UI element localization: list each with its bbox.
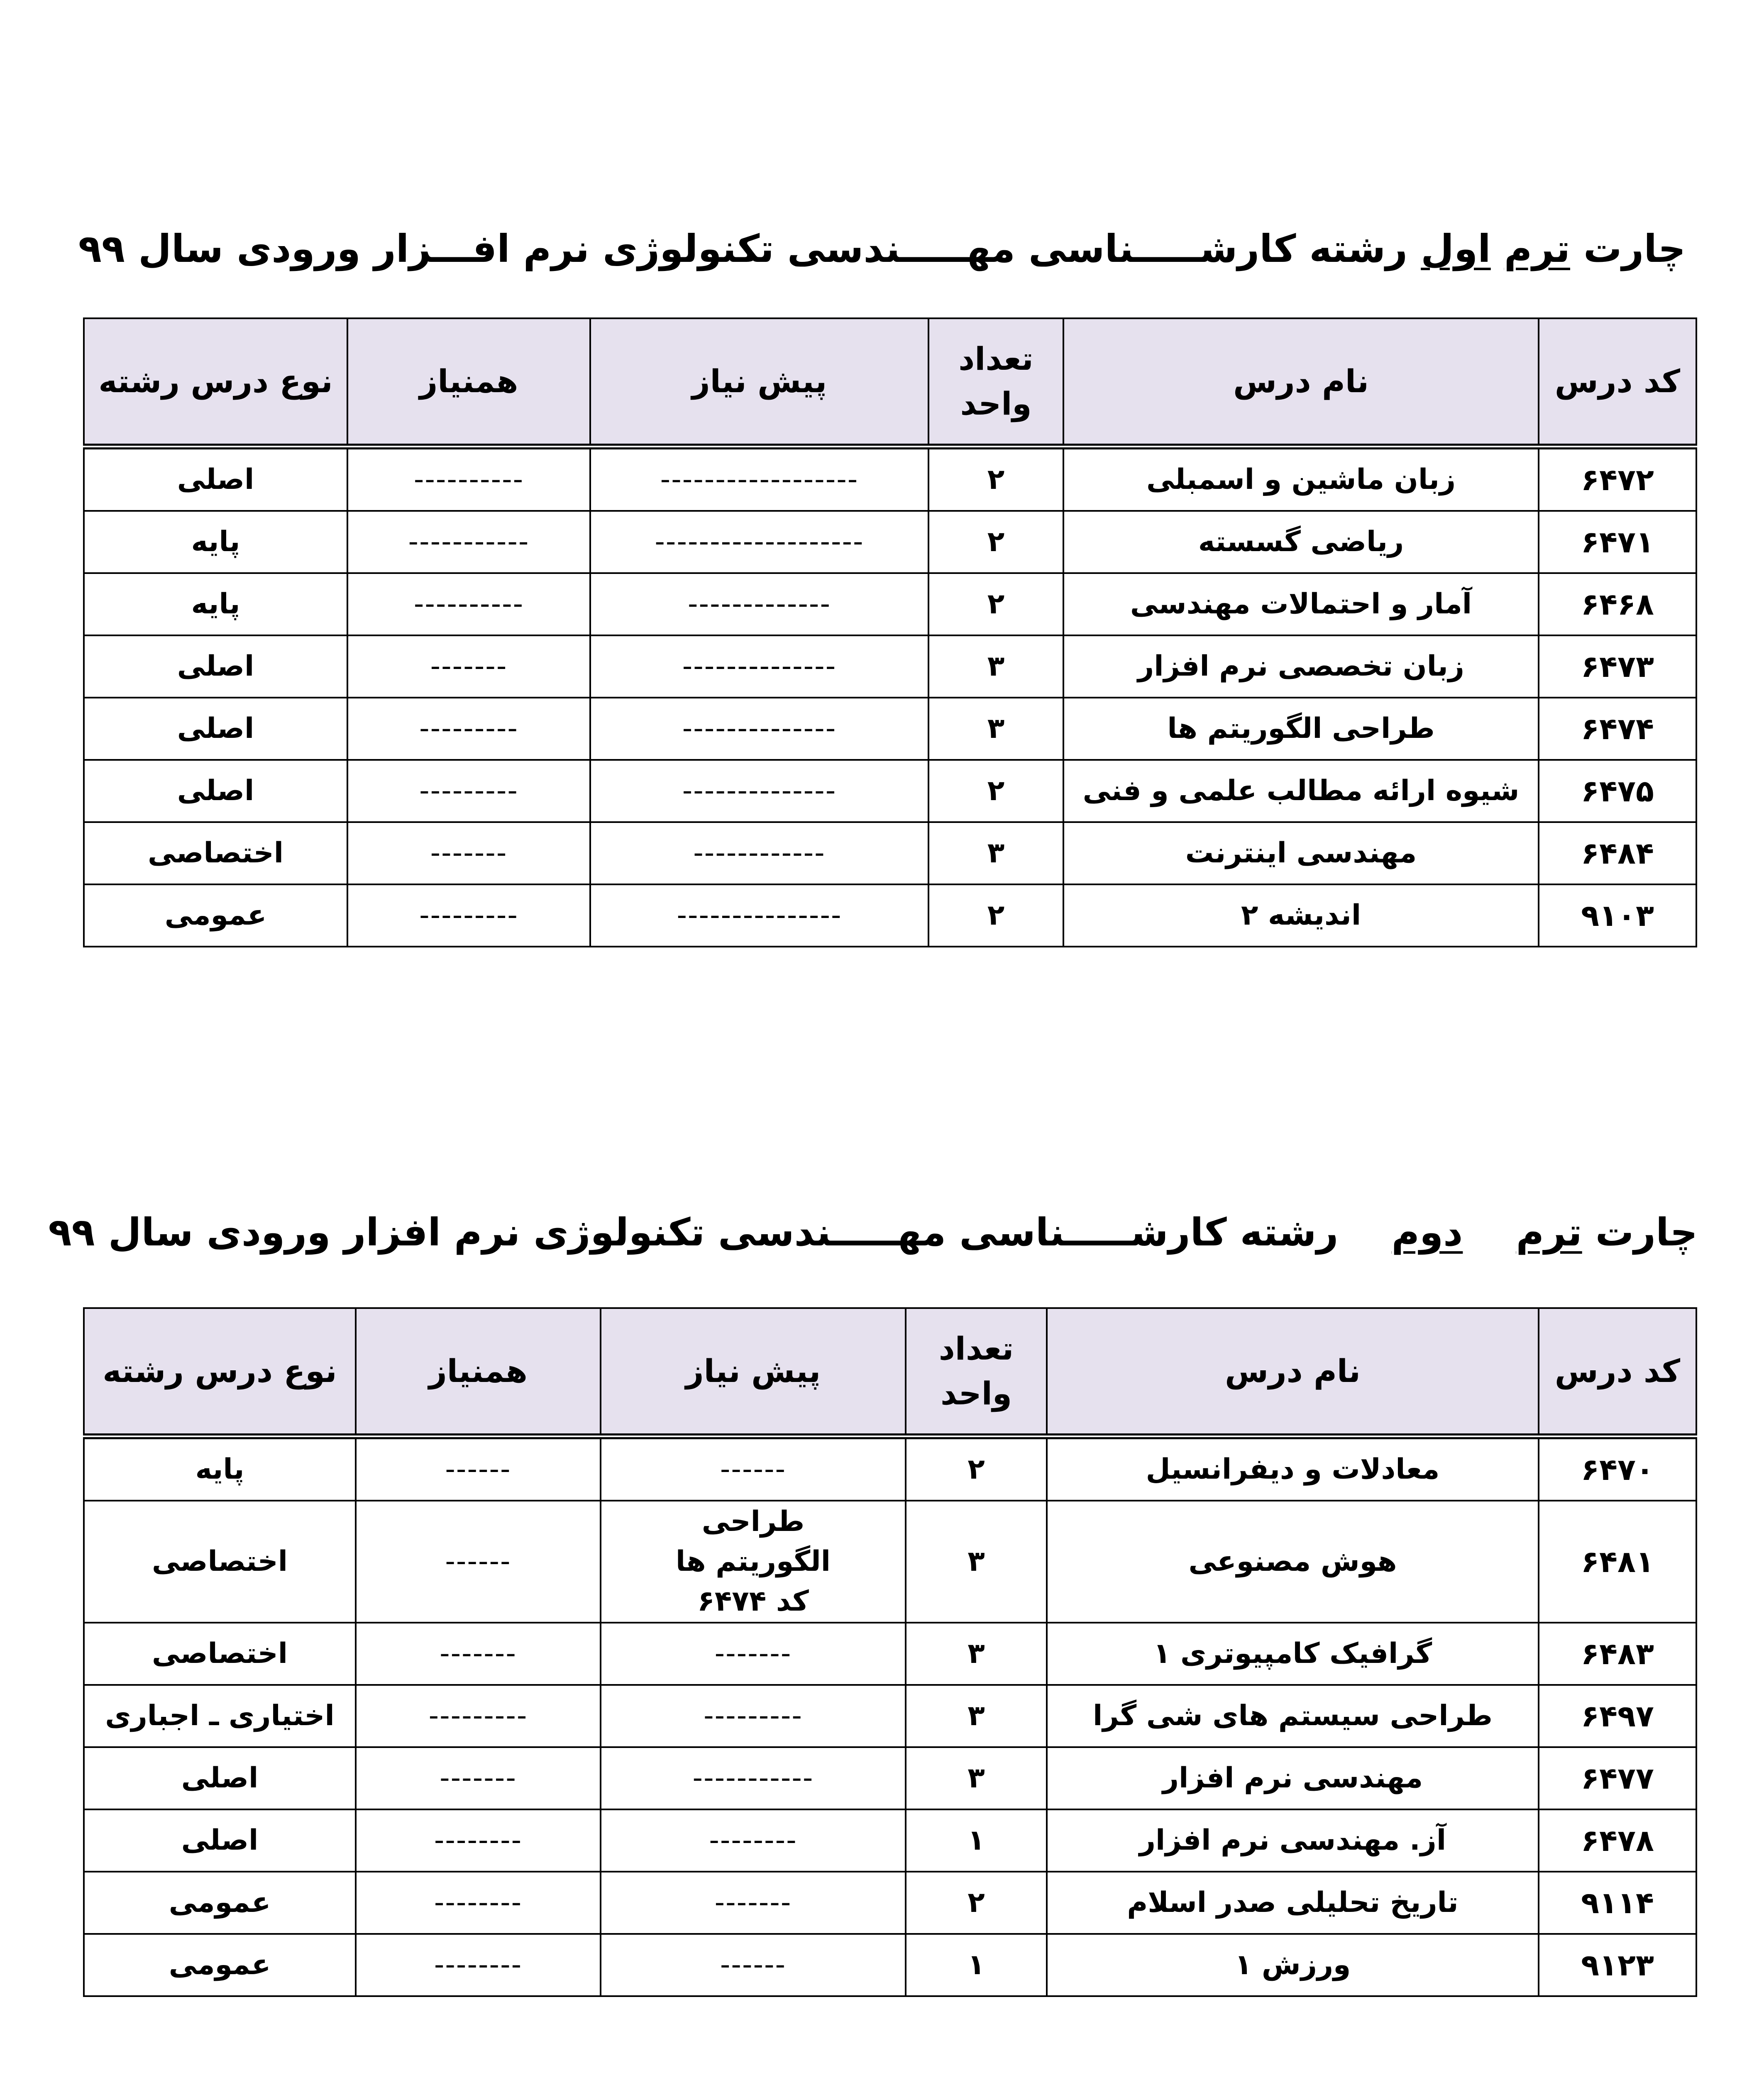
course-name: مهندسی اینترنت (1063, 822, 1539, 884)
course-code: ۶۴۷۳ (1539, 635, 1696, 698)
title-term-word: ترم (1504, 227, 1570, 271)
course-code: ۶۴۷۸ (1539, 1809, 1696, 1872)
course-name: آمار و احتمالات مهندسی (1063, 573, 1539, 635)
course-units: ۱ (906, 1809, 1047, 1872)
table-row (84, 1809, 1696, 1872)
course-coreq: --------- (347, 760, 590, 822)
course-name: هوش مصنوعی (1047, 1501, 1539, 1623)
course-code: ۶۴۷۲ (1539, 447, 1696, 511)
title-term-word: ترم (1516, 1210, 1582, 1255)
course-type: اختصاصی (84, 822, 347, 884)
title-spacer (1491, 227, 1504, 271)
title-prefix: چارت (1570, 227, 1686, 271)
header-prereq: پیش نیاز (601, 1308, 906, 1436)
header-prereq: پیش نیاز (590, 318, 928, 447)
course-code: ۶۴۷۵ (1539, 760, 1696, 822)
course-units: ۳ (906, 1685, 1047, 1747)
course-table-term-2 (83, 1307, 1697, 1997)
course-code: ۶۴۷۴ (1539, 698, 1696, 760)
header-type: نوع درس رشته (84, 318, 347, 447)
course-type: اصلی (84, 447, 347, 511)
course-prereq: --------- (601, 1685, 906, 1747)
course-code: ۶۴۷۷ (1539, 1747, 1696, 1809)
header-units: تعداد واحد (906, 1308, 1047, 1436)
header-code: کد درس (1539, 1308, 1696, 1436)
course-units: ۳ (928, 822, 1063, 884)
table-header-row (84, 318, 1696, 447)
course-units: ۲ (928, 760, 1063, 822)
course-coreq: -------- (356, 1809, 601, 1872)
course-code: ۶۴۸۱ (1539, 1501, 1696, 1623)
title-ordinal: اول (1421, 227, 1491, 271)
course-coreq: ------- (356, 1623, 601, 1685)
course-code: ۹۱۰۳ (1539, 884, 1696, 947)
course-units: ۳ (928, 698, 1063, 760)
header-coreq: همنیاز (356, 1308, 601, 1436)
course-coreq: ------ (356, 1501, 601, 1623)
course-code: ۶۴۸۴ (1539, 822, 1696, 884)
course-prereq: ------- (601, 1872, 906, 1934)
course-coreq: ---------- (347, 447, 590, 511)
course-coreq: ---------- (347, 573, 590, 635)
course-coreq: ------- (356, 1747, 601, 1809)
title-suffix: رشته کارشـــــناسی مهـــــندسی تکنولوژی نرم افـــزار ورودی سال ۹۹ (78, 227, 1421, 271)
course-prereq: -------- (601, 1809, 906, 1872)
course-units: ۱ (906, 1934, 1047, 1996)
course-name: زبان ماشین و اسمبلی (1063, 447, 1539, 511)
course-name: معادلات و دیفرانسیل (1047, 1436, 1539, 1501)
course-type: اختصاصی (84, 1623, 356, 1685)
chart-title-term-2 (48, 1206, 1698, 1260)
course-units: ۲ (928, 447, 1063, 511)
course-prereq: ------------------ (590, 447, 928, 511)
table-row (84, 1685, 1696, 1747)
course-coreq: ------- (347, 822, 590, 884)
table-row (84, 635, 1696, 698)
course-name: مهندسی نرم افزار (1047, 1747, 1539, 1809)
title-prefix: چارت (1582, 1210, 1698, 1255)
course-type: اصلی (84, 1747, 356, 1809)
table-row (84, 1747, 1696, 1809)
course-units: ۲ (906, 1872, 1047, 1934)
course-type: اصلی (84, 698, 347, 760)
course-name: اندیشه ۲ (1063, 884, 1539, 947)
course-coreq: --------- (347, 884, 590, 947)
table-row (84, 1934, 1696, 1996)
course-units: ۳ (928, 635, 1063, 698)
course-type: عمومی (84, 1934, 356, 1996)
chart-title-term-1 (66, 222, 1698, 276)
title-ordinal: دوم (1391, 1210, 1463, 1255)
course-type: عمومی (84, 884, 347, 947)
course-coreq: ------ (356, 1436, 601, 1501)
course-units: ۳ (906, 1747, 1047, 1809)
course-name: آز. مهندسی نرم افزار (1047, 1809, 1539, 1872)
course-coreq: --------- (347, 698, 590, 760)
course-units: ۲ (928, 573, 1063, 635)
table-row (84, 511, 1696, 573)
course-prereq: -------------- (590, 760, 928, 822)
course-prereq: -------------- (590, 635, 928, 698)
course-units: ۲ (928, 884, 1063, 947)
course-prereq: طراحی الگوریتم ها کد ۶۴۷۴ (601, 1501, 906, 1623)
header-units: تعداد واحد (928, 318, 1063, 447)
table-row (84, 1436, 1696, 1501)
course-code: ۶۴۷۱ (1539, 511, 1696, 573)
course-code: ۶۴۷۰ (1539, 1436, 1696, 1501)
course-prereq: ------------ (590, 822, 928, 884)
course-name: ریاضی گسسته (1063, 511, 1539, 573)
course-name: شیوه ارائه مطالب علمی و فنی (1063, 760, 1539, 822)
table-header-row (84, 1308, 1696, 1436)
course-type: اصلی (84, 1809, 356, 1872)
course-prereq: ------------- (590, 573, 928, 635)
header-code: کد درس (1539, 318, 1696, 447)
table-row (84, 447, 1696, 511)
course-coreq: -------- (356, 1934, 601, 1996)
course-prereq: -------------- (590, 698, 928, 760)
course-code: ۶۴۹۷ (1539, 1685, 1696, 1747)
table-row (84, 884, 1696, 947)
course-prereq: ------ (601, 1436, 906, 1501)
course-prereq: ------- (601, 1623, 906, 1685)
course-units: ۲ (906, 1436, 1047, 1501)
course-type: اصلی (84, 635, 347, 698)
course-code: ۹۱۲۳ (1539, 1934, 1696, 1996)
course-name: طراحی الگوریتم ها (1063, 698, 1539, 760)
course-units: ۲ (928, 511, 1063, 573)
course-coreq: -------- (356, 1872, 601, 1934)
course-code: ۶۴۸۳ (1539, 1623, 1696, 1685)
course-prereq: ------------------- (590, 511, 928, 573)
table-row (84, 760, 1696, 822)
course-name: تاریخ تحلیلی صدر اسلام (1047, 1872, 1539, 1934)
course-type: اختصاصی (84, 1501, 356, 1623)
table-row (84, 698, 1696, 760)
course-type: پایه (84, 1436, 356, 1501)
course-name: ورزش ۱ (1047, 1934, 1539, 1996)
course-code: ۶۴۶۸ (1539, 573, 1696, 635)
course-type: پایه (84, 573, 347, 635)
course-coreq: ----------- (347, 511, 590, 573)
course-coreq: --------- (356, 1685, 601, 1747)
table-row (84, 1501, 1696, 1623)
title-suffix: رشته کارشـــــناسی مهـــــندسی تکنولوژی نرم افزار ورودی سال ۹۹ (48, 1210, 1392, 1255)
course-type: عمومی (84, 1872, 356, 1934)
header-type: نوع درس رشته (84, 1308, 356, 1436)
table-row (84, 573, 1696, 635)
course-name: طراحی سیستم های شی گرا (1047, 1685, 1539, 1747)
header-name: نام درس (1063, 318, 1539, 447)
course-type: پایه (84, 511, 347, 573)
course-name: زبان تخصصی نرم افزار (1063, 635, 1539, 698)
header-coreq: همنیاز (347, 318, 590, 447)
course-units: ۳ (906, 1501, 1047, 1623)
course-prereq: --------------- (590, 884, 928, 947)
table-row (84, 822, 1696, 884)
title-spacer (1463, 1210, 1516, 1255)
course-type: اختیاری ـ اجباری (84, 1685, 356, 1747)
course-type: اصلی (84, 760, 347, 822)
header-name: نام درس (1047, 1308, 1539, 1436)
course-prereq: ------ (601, 1934, 906, 1996)
course-coreq: ------- (347, 635, 590, 698)
course-code: ۹۱۱۴ (1539, 1872, 1696, 1934)
course-units: ۳ (906, 1623, 1047, 1685)
course-name: گرافیک کامپیوتری ۱ (1047, 1623, 1539, 1685)
course-prereq: ----------- (601, 1747, 906, 1809)
table-row (84, 1872, 1696, 1934)
table-row (84, 1623, 1696, 1685)
course-table-term-1 (83, 317, 1697, 947)
